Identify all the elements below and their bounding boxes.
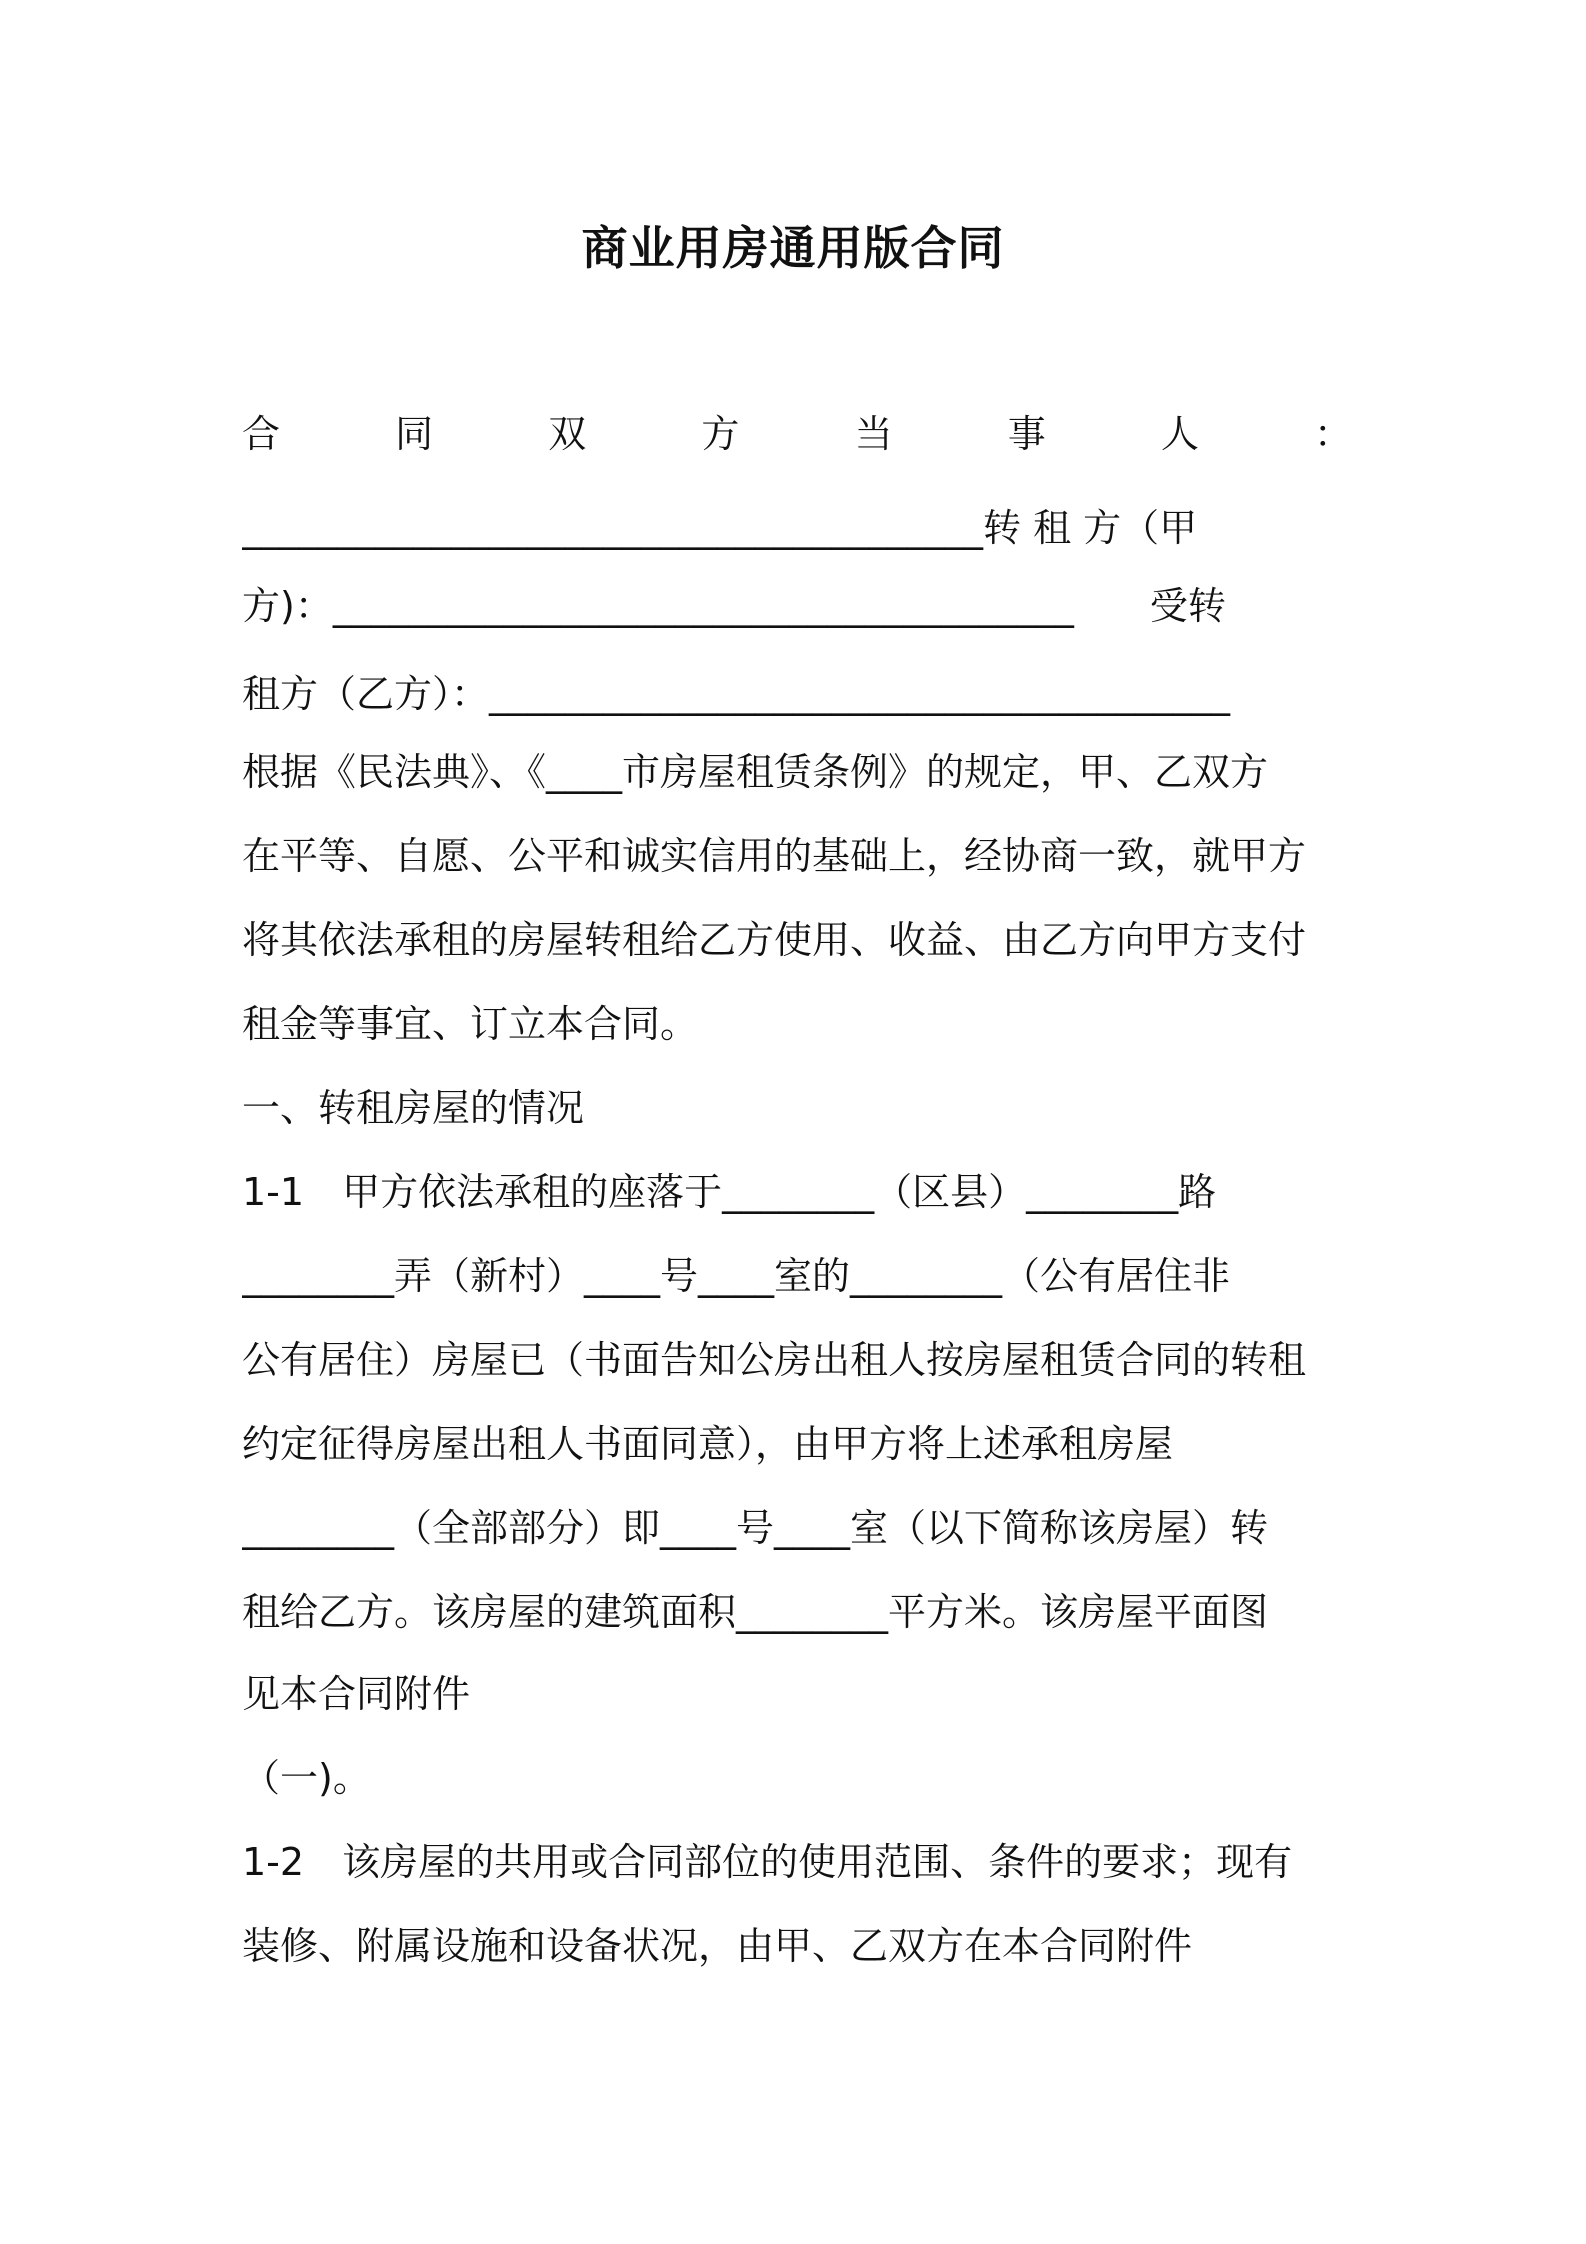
document-title: 商业用房通用版合同	[581, 221, 1005, 275]
body-text-line: 在平等、自愿、公平和诚实信用的基础上，经协商一致，就甲方	[242, 834, 1307, 878]
body-text-line: 将其依法承租的房屋转租给乙方使用、收益、由乙方向甲方支付	[242, 918, 1307, 962]
clause-text-line: ________（全部部分）即____号____室（以下简称该房屋）转	[242, 1506, 1269, 1550]
parties-heading	[242, 406, 1352, 462]
sublessee-continued-line: 租方（乙方）：_______________________________________	[242, 672, 1231, 716]
clause-text-line: 1-1 甲方依法承租的座落于________（区县）________路	[242, 1170, 1217, 1214]
heading-char: 同	[395, 412, 434, 456]
body-text-line: 根据《民法典》、《____市房屋租赁条例》的规定，甲、乙双方	[242, 750, 1269, 794]
clause-text-line: ________弄（新村）____号____室的________（公有居住非	[242, 1254, 1231, 1298]
sublessee-line: 方)：_______________________________________ 受转	[242, 584, 1226, 628]
clause-text-line: （一)。	[242, 1756, 371, 1800]
body-text-line: 租金等事宜、订立本合同。	[242, 1002, 699, 1046]
clause-text-line: 装修、附属设施和设备状况，由甲、乙双方在本合同附件	[242, 1924, 1193, 1968]
heading-char: 方	[701, 412, 740, 456]
sublessor-line: _______________________________________转 租 方（甲	[242, 506, 1198, 550]
heading-char: 合	[242, 412, 281, 456]
heading-char: 人	[1160, 412, 1199, 456]
clause-text-line: 租给乙方。该房屋的建筑面积________平方米。该房屋平面图	[242, 1590, 1269, 1634]
heading-char: ：	[1313, 412, 1352, 456]
section-heading: 一、转租房屋的情况	[242, 1086, 585, 1130]
clause-text-line: 约定征得房屋出租人书面同意），由甲方将上述承租房屋	[242, 1422, 1174, 1466]
clause-text-line: 见本合同附件	[242, 1672, 471, 1716]
clause-text-line: 1-2 该房屋的共用或合同部位的使用范围、条件的要求；现有	[242, 1840, 1293, 1884]
heading-char: 双	[548, 412, 587, 456]
heading-char: 当	[854, 412, 893, 456]
clause-text-line: 公有居住）房屋已（书面告知公房出租人按房屋租赁合同的转租	[242, 1338, 1307, 1382]
heading-char: 事	[1007, 412, 1046, 456]
